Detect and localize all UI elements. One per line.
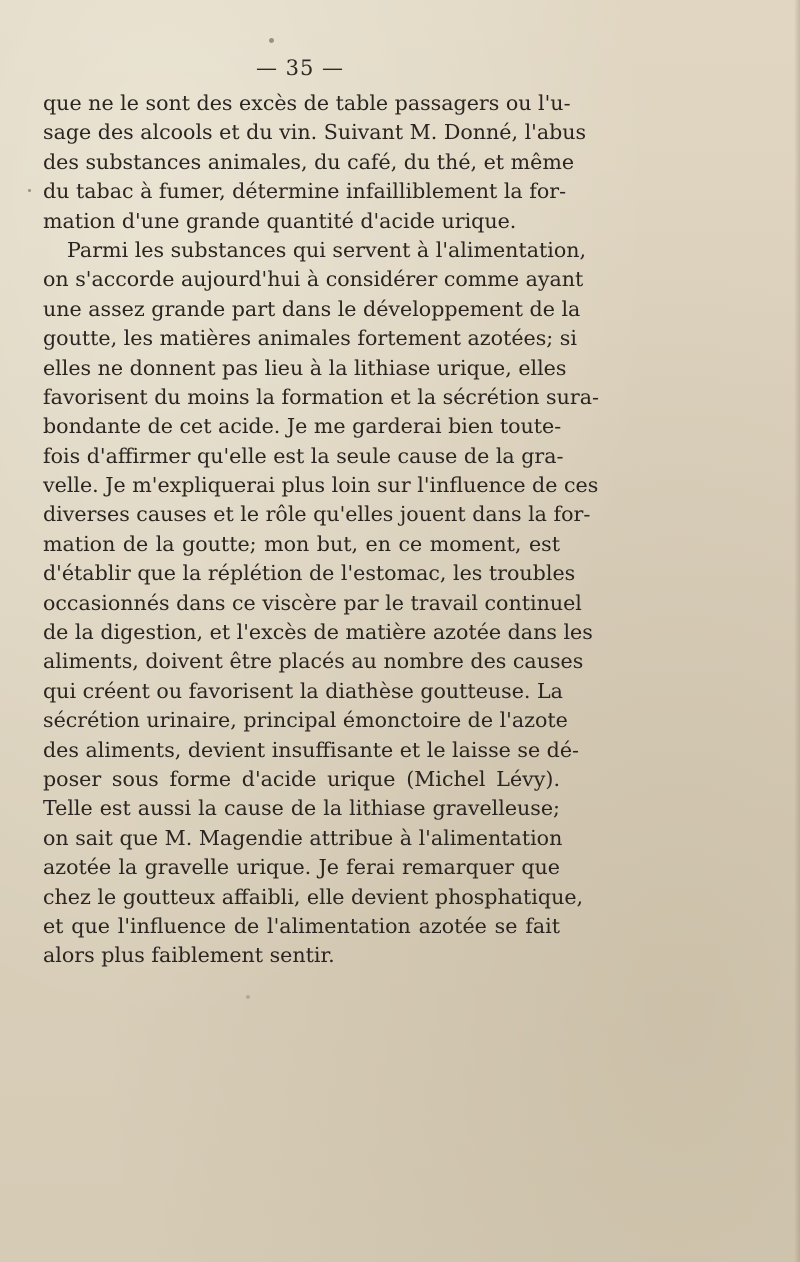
text-line: de la digestion, et l'excès de matière azotée dans les	[43, 620, 593, 645]
body-text	[43, 89, 599, 971]
text-line: Parmi les substances qui servent à l'alimentation,	[67, 237, 587, 262]
text-line: bondante de cet acide. Je me garderai bien toute-	[43, 414, 562, 439]
text-line: azotée la gravelle urique. Je ferai remarquer que	[43, 855, 560, 880]
text-line: mation d'une grande quantité d'acide urique.	[43, 208, 517, 233]
page-number: — 35 —	[255, 56, 345, 80]
text-line: diverses causes et le rôle qu'elles jouent dans la for-	[43, 502, 591, 527]
text-line: favorisent du moins la formation et la sécrétion sura-	[43, 384, 599, 409]
paragraph	[43, 89, 587, 236]
ink-speck	[246, 995, 250, 999]
text-line: d'établir que la réplétion de l'estomac, les troubles	[43, 561, 576, 586]
text-line: velle. Je m'expliquerai plus loin sur l'influence de ces	[43, 473, 599, 498]
text-line: sécrétion urinaire, principal émonctoire de l'azote	[43, 708, 568, 733]
text-line: qui créent ou favorisent la diathèse goutteuse. La	[43, 678, 563, 703]
text-line: Telle est aussi la cause de la lithiase gravelleuse;	[43, 796, 560, 821]
page-edge-shadow	[794, 0, 800, 1262]
text-line: des aliments, devient insuffisante et le laisse se dé-	[43, 737, 580, 762]
paragraph	[43, 236, 599, 971]
text-line: alors plus faiblement sentir.	[43, 943, 335, 968]
ink-speck	[28, 189, 31, 192]
text-line: des substances animales, du café, du thé, et même	[43, 149, 575, 174]
text-line: chez le goutteux affaibli, elle devient phosphatique,	[43, 884, 584, 909]
text-line: fois d'affirmer qu'elle est la seule cause de la gra-	[43, 443, 564, 468]
text-line: poser sous forme d'acide urique (Michel Lévy).	[43, 766, 560, 791]
text-line: du tabac à fumer, détermine infailliblement la for-	[43, 179, 567, 204]
text-line: goutte, les matières animales fortement azotées; si	[43, 326, 577, 351]
text-line: aliments, doivent être placés au nombre des causes	[43, 649, 584, 674]
ink-speck	[269, 38, 274, 43]
text-line: elles ne donnent pas lieu à la lithiase urique, elles	[43, 355, 567, 380]
text-line: et que l'influence de l'alimentation azotée se fait	[43, 913, 560, 938]
text-line: on sait que M. Magendie attribue à l'alimentation	[43, 825, 563, 850]
text-line: que ne le sont des excès de table passagers ou l'u-	[43, 91, 571, 115]
text-line: on s'accorde aujourd'hui à considérer comme ayant	[43, 267, 584, 292]
text-line: une assez grande part dans le développement de la	[43, 296, 581, 321]
text-line: occasionnés dans ce viscère par le travail continuel	[43, 590, 582, 615]
text-line: sage des alcools et du vin. Suivant M. Donné, l'abus	[43, 120, 587, 145]
text-line: mation de la goutte; mon but, en ce moment, est	[43, 531, 560, 556]
